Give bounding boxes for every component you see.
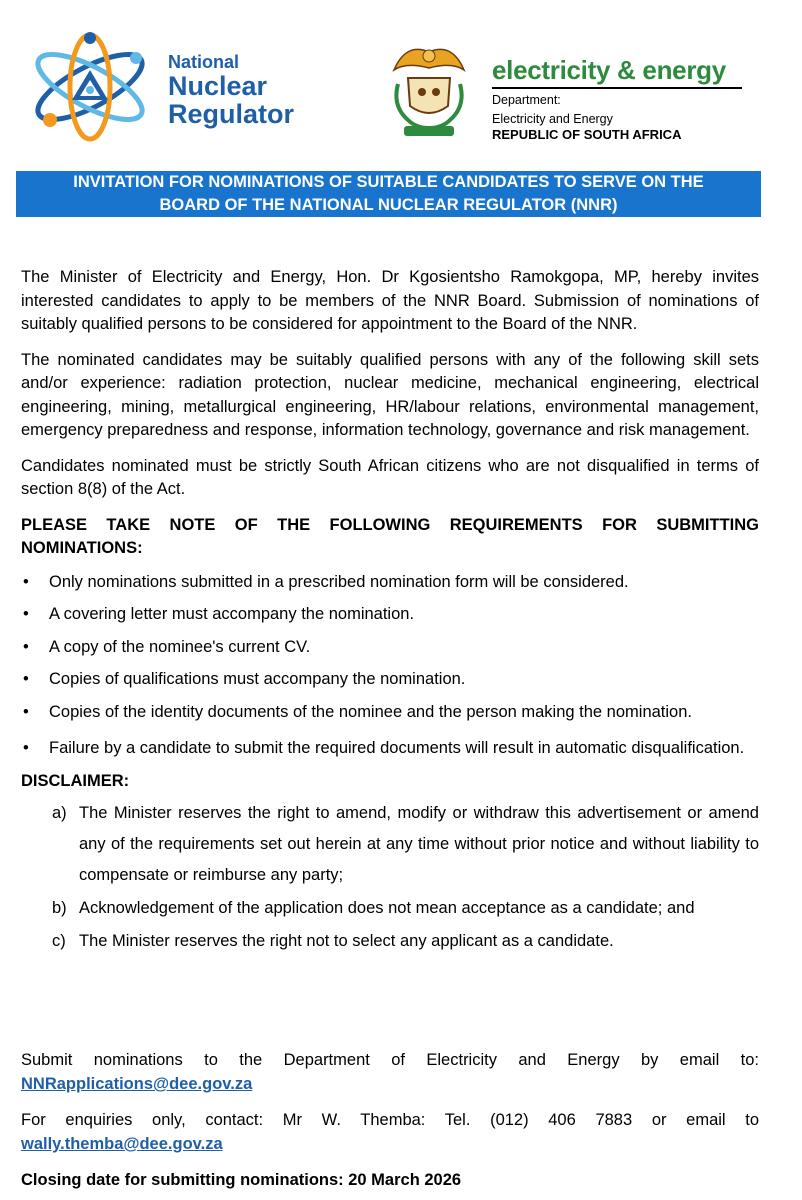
nnr-line2: Nuclear xyxy=(168,71,268,101)
banner-line-1: INVITATION FOR NOMINATIONS OF SUITABLE CANDIDATES TO SERVE ON THE xyxy=(73,173,704,191)
item-marker: a) xyxy=(52,803,67,822)
bullet-icon: • xyxy=(23,637,29,656)
enquiry-instructions xyxy=(21,1108,759,1156)
item-marker: c) xyxy=(52,931,66,950)
intro-paragraph: The Minister of Electricity and Energy, Hon. Dr Kgosientsho Ramokgopa, MP, hereby invites interested candidates to apply to be members of the NNR Board. Submission of nominations of suitably qualified persons to be considered for appointment to the Board of the NNR. xyxy=(21,268,759,333)
requirement-text: Failure by a candidate to submit the required documents will result in automatic disqualification. xyxy=(49,739,745,757)
submit-email-link[interactable]: NNRapplications@dee.gov.za xyxy=(21,1075,253,1093)
nnr-line3: Regulator xyxy=(168,99,295,129)
nnr-logo xyxy=(28,30,298,145)
submission-section xyxy=(21,1048,759,1192)
coat-of-arms-logo xyxy=(386,40,472,140)
submit-instructions xyxy=(21,1048,759,1096)
list-item xyxy=(21,926,759,957)
closing-date: Closing date for submitting nominations: 20 March 2026 xyxy=(21,1171,462,1189)
requirement-text: Only nominations submitted in a prescribed nomination form will be considered. xyxy=(49,572,629,591)
bullet-icon: • xyxy=(23,605,29,623)
list-item xyxy=(21,603,759,627)
nnr-wordmark xyxy=(168,52,294,128)
department-label: Department: xyxy=(492,93,561,107)
atom-icon xyxy=(28,30,168,145)
country-name: REPUBLIC OF SOUTH AFRICA xyxy=(492,127,682,142)
requirement-text: A covering letter must accompany the nomination. xyxy=(49,605,415,623)
department-brand: electricity & energy xyxy=(492,55,726,85)
banner-line-2: BOARD OF THE NATIONAL NUCLEAR REGULATOR (NNR) xyxy=(159,196,618,214)
department-name: Electricity and Energy xyxy=(492,112,613,126)
requirement-text: Copies of the identity documents of the nominee and the person making the nomination. xyxy=(49,702,692,721)
requirement-text: Copies of qualifications must accompany the nomination. xyxy=(49,670,466,688)
citizenship-paragraph: Candidates nominated must be strictly South African citizens who are not disqualified in terms of section 8(8) of the Act. xyxy=(21,456,759,498)
submit-text: Submit nominations to the Department of Electricity and Energy by email to: xyxy=(21,1051,759,1069)
list-item xyxy=(21,668,759,692)
disclaimer-text: The Minister reserves the right not to select any applicant as a candidate. xyxy=(79,931,614,950)
bullet-icon: • xyxy=(23,739,29,757)
page-header xyxy=(0,0,802,165)
department-logo xyxy=(492,55,752,143)
brand-divider xyxy=(492,87,742,89)
coat-of-arms-icon xyxy=(386,40,472,140)
disclaimer-list xyxy=(21,798,759,957)
main-content xyxy=(21,266,759,959)
nnr-line1: National xyxy=(168,52,240,72)
enquiry-text: For enquiries only, contact: Mr W. Themba: Tel. (012) 406 7883 or email to xyxy=(21,1111,759,1129)
bullet-icon: • xyxy=(23,702,29,721)
skills-paragraph: The nominated candidates may be suitably qualified persons with any of the following skill sets and/or experience: radiation protection, nuclear medicine, mechanical engineering, electrical engineering, mining, metallurgical engineering, HR/labour relations, environmental management, emergency preparedness and response, information technology, governance and risk management. xyxy=(21,350,759,439)
bullet-icon: • xyxy=(23,572,29,591)
title-banner xyxy=(16,171,761,217)
item-marker: b) xyxy=(52,898,67,917)
list-item xyxy=(21,571,759,595)
list-item xyxy=(21,893,759,924)
list-item xyxy=(21,701,759,725)
requirement-text: A copy of the nominee's current CV. xyxy=(49,637,311,656)
enquiry-email-link[interactable]: wally.themba@dee.gov.za xyxy=(21,1135,223,1153)
disclaimer-text: The Minister reserves the right to amend, modify or withdraw this advertisement or amend any of the requirements set out herein at any time without prior notice and without liability to compensate or reimburse any party; xyxy=(79,803,759,884)
list-item xyxy=(21,636,759,660)
disclaimer-text: Acknowledgement of the application does not mean acceptance as a candidate; and xyxy=(79,898,695,917)
list-item xyxy=(21,733,759,763)
disclaimer-heading: DISCLAIMER: xyxy=(21,772,130,790)
requirements-list xyxy=(21,571,759,764)
requirements-heading: PLEASE TAKE NOTE OF THE FOLLOWING REQUIREMENTS FOR SUBMITTING NOMINATIONS: xyxy=(21,515,759,557)
list-item xyxy=(21,798,759,891)
bullet-icon: • xyxy=(23,670,29,688)
